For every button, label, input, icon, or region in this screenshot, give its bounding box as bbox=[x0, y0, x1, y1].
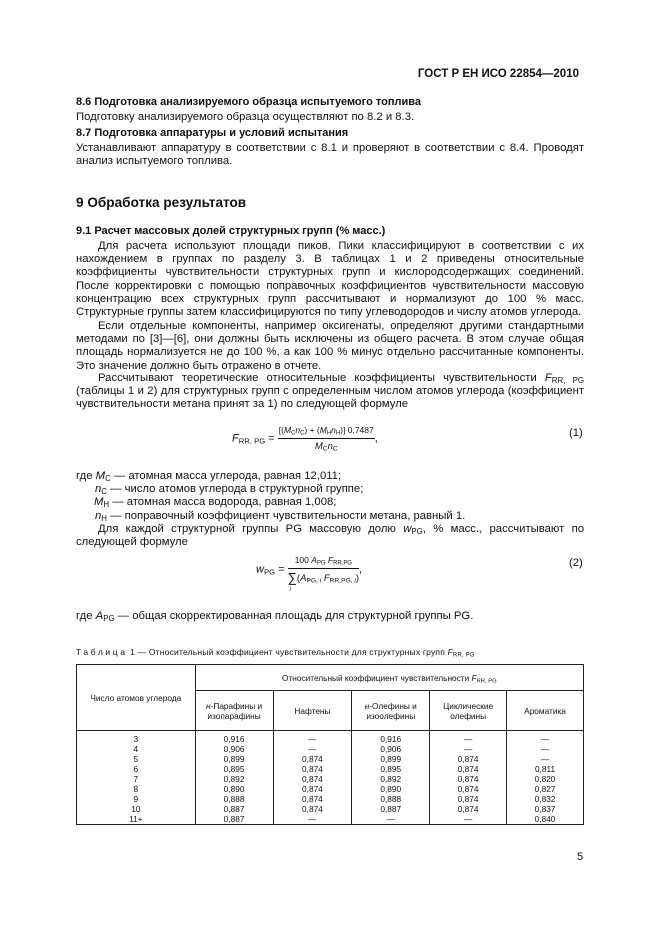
paragraph-exclusions: Если отдельные компоненты, например оксигенаты, определяют другими стандартными методами по [3]—[6], они должны быть исключены из общего расчета. В этом случае общая площадь нормализуется не до 100 %, а как 100 % минус отдельно рассчитанные компоненты. Это значение должно быть отражено в отчете. bbox=[76, 320, 584, 372]
cell-value: — bbox=[430, 814, 507, 825]
formula-1-fraction bbox=[278, 424, 375, 453]
section-9-title: 9 Обработка результатов bbox=[76, 195, 247, 210]
table-row bbox=[77, 774, 584, 784]
cell-value: 0,874 bbox=[430, 784, 507, 794]
cell-value: 0,888 bbox=[195, 794, 273, 804]
equation-1-number: (1) bbox=[569, 427, 583, 439]
cell-value: 0,874 bbox=[430, 804, 507, 814]
cell-value: 0,887 bbox=[352, 804, 430, 814]
cell-value: 0,874 bbox=[430, 794, 507, 804]
cell-carbon-number: 11+ bbox=[77, 814, 196, 825]
formula-1-numerator: $[(M_Cn_C) + (M_Hn_H)]$ 0,7487 bbox=[278, 424, 375, 439]
cell-value: 0,916 bbox=[352, 731, 430, 745]
cell-value: 0,906 bbox=[195, 744, 273, 754]
formula-1-lhs: F bbox=[232, 432, 239, 445]
table-row bbox=[77, 764, 584, 774]
table-row bbox=[77, 731, 584, 745]
table-1-caption: Таблица 1 — Относительный коэффициент чувствительности для структурных групп $F_{RR, PG}$ bbox=[76, 647, 475, 659]
section-8-6-text: Подготовку анализируемого образца осуществляют по 8.2 и 8.3. bbox=[76, 111, 415, 123]
formula-1-lhs-sub: RR, PG bbox=[238, 436, 266, 446]
header-paraffins: н-Парафины и изопарафины bbox=[195, 691, 273, 731]
cell-value: — bbox=[273, 814, 352, 825]
cell-value: 0,887 bbox=[195, 814, 273, 825]
cell-value: 0,888 bbox=[352, 794, 430, 804]
cell-carbon-number: 3 bbox=[77, 731, 196, 745]
cell-value: 0,895 bbox=[352, 764, 430, 774]
document-code: ГОСТ Р ЕН ИСО 22854—2010 bbox=[417, 68, 579, 80]
p3-text-b: (таблицы 1 и 2) для структурных групп с определенным числом атомов углерода (коэффициент чувствительности метана принят за 1) по следующей формуле bbox=[76, 385, 584, 411]
cell-value: 0,887 bbox=[195, 804, 273, 814]
paragraph-peak-areas: Для расчета используют площади пиков. Пики классифицируют в соответствии с их нахождением в группах по разделу 3. В таблицах 1 и 2 приведены относительные коэффициенты чувствительности структурных групп и кислородсодержащих соединений. После корректировки с помощью поправочных коэффициентов чувствительности массовую концентрацию всех структурных групп рассчитывают и нормализуют до 100 % масс. Структурные группы затем классифицируются по типу углеводородов и числу атомов углерода. bbox=[76, 240, 584, 319]
cell-value: 0,892 bbox=[352, 774, 430, 784]
cell-value: 0,874 bbox=[273, 774, 352, 784]
cell-value: 0,874 bbox=[430, 764, 507, 774]
header-naphthenes: Нафтены bbox=[273, 691, 352, 731]
cell-value: 0,874 bbox=[430, 754, 507, 764]
cell-value: 0,874 bbox=[430, 774, 507, 784]
cell-value: 0,832 bbox=[507, 794, 584, 804]
cell-value: — bbox=[273, 731, 352, 745]
cell-carbon-number: 4 bbox=[77, 744, 196, 754]
formula-2-fraction bbox=[287, 554, 360, 594]
cell-value: 0,890 bbox=[352, 784, 430, 794]
definition-mc: где $M_C$ — атомная масса углерода, равная 12,011; bbox=[76, 470, 342, 483]
table-1 bbox=[76, 664, 584, 825]
table-row bbox=[77, 744, 584, 754]
header-response-factor: Относительный коэффициент чувствительности $F_{RR, PG}$ bbox=[195, 665, 583, 691]
header-carbon-atoms: Число атомов углерода bbox=[77, 665, 196, 731]
section-8-6-title: 8.6 Подготовка анализируемого образца испытуемого топлива bbox=[76, 96, 421, 108]
cell-value: 0,840 bbox=[507, 814, 584, 825]
cell-carbon-number: 5 bbox=[77, 754, 196, 764]
cell-carbon-number: 7 bbox=[77, 774, 196, 784]
paragraph-theoretical-factors: Рассчитывают теоретические относительные коэффициенты чувствительности $F_{RR, PG}$ (таблицы 1 и 2) для структурных групп с определенным числом атомов углерода (коэффициент чувствительности метана принят за 1) по следующей формуле bbox=[76, 372, 584, 411]
header-olefins: н-Олефины и изоолефины bbox=[352, 691, 430, 731]
cell-carbon-number: 6 bbox=[77, 764, 196, 774]
table-row bbox=[77, 784, 584, 794]
formula-2-numerator: 100 $A_{PG}$ $F_{RR,PG}$ bbox=[288, 554, 359, 569]
definition-mh: $M_H$ — атомная масса водорода, равная 1,008; bbox=[94, 496, 337, 510]
definition-nc: $n_C$ — число атомов углерода в структурной группе; bbox=[95, 483, 364, 497]
definition-apg: где $A_{PG}$ — общая скорректированная площадь для структурной группы PG. bbox=[76, 610, 474, 623]
p3-text-a: Рассчитывают теоретические относительные коэффициенты чувствительности bbox=[98, 372, 545, 384]
section-8-7-text: Устанавливают аппаратуру в соответствии с 8.1 и проверяют в соответствии с 8.4. Проводят анализ испытуемого топлива. bbox=[76, 142, 584, 168]
cell-value: 0,820 bbox=[507, 774, 584, 784]
formula-2-denominator: ∑ i ($A_{PG, i}$ $F_{RR,PG, i}$) bbox=[287, 570, 360, 594]
formula-2: $w_{PG}$ = 100 $A_{PG}$ $F_{RR,PG}$ ∑ i ($A_{PG, i}$ $F_{RR,PG, i}$) , bbox=[256, 555, 363, 594]
table-row bbox=[77, 814, 584, 825]
table-row bbox=[77, 804, 584, 814]
table-row bbox=[77, 794, 584, 804]
cell-value: — bbox=[273, 744, 352, 754]
cell-value: 0,874 bbox=[273, 794, 352, 804]
cell-value: 0,892 bbox=[195, 774, 273, 784]
cell-value: 0,827 bbox=[507, 784, 584, 794]
formula-1: $F_{RR, PG}$ = $\frac{[(M_Cn_C) + (M_Hn_H)] 0,7487}{M_Cn_C}$ , bbox=[232, 425, 378, 453]
cell-carbon-number: 10 bbox=[77, 804, 196, 814]
cell-value: 0,895 bbox=[195, 764, 273, 774]
cell-value: 0,890 bbox=[195, 784, 273, 794]
cell-value: — bbox=[507, 744, 584, 754]
cell-value: 0,874 bbox=[273, 754, 352, 764]
cell-value: — bbox=[507, 731, 584, 745]
cell-value: — bbox=[430, 731, 507, 745]
cell-value: 0,874 bbox=[273, 804, 352, 814]
cell-value: 0,916 bbox=[195, 731, 273, 745]
cell-value: 0,899 bbox=[195, 754, 273, 764]
cell-value: 0,906 bbox=[352, 744, 430, 754]
cell-value: 0,874 bbox=[273, 764, 352, 774]
cell-carbon-number: 9 bbox=[77, 794, 196, 804]
cell-value: 0,811 bbox=[507, 764, 584, 774]
cell-value: 0,874 bbox=[273, 784, 352, 794]
paragraph-mass-fraction: Для каждой структурной группы PG массовую долю $w_{PG}$, % масс., рассчитывают по следующей формуле bbox=[76, 523, 585, 549]
definition-nh: $n_H$ — поправочный коэффициент чувствительности метана, равный 1. bbox=[95, 509, 466, 523]
page-number: 5 bbox=[577, 851, 584, 863]
formula-1-denominator: $M_Cn_C$ bbox=[314, 441, 338, 453]
cell-value: 0,899 bbox=[352, 754, 430, 764]
header-aromatics: Ароматика bbox=[507, 691, 584, 731]
section-9-1-title: 9.1 Расчет массовых долей структурных групп (% масс.) bbox=[76, 225, 386, 237]
cell-value: — bbox=[352, 814, 430, 825]
cell-value: — bbox=[430, 744, 507, 754]
section-8-7-title: 8.7 Подготовка аппаратуры и условий испытания bbox=[76, 127, 349, 139]
equation-2-number: (2) bbox=[569, 557, 583, 569]
table-row bbox=[77, 754, 584, 764]
cell-carbon-number: 8 bbox=[77, 784, 196, 794]
cell-value: 0,837 bbox=[507, 804, 584, 814]
cell-value: — bbox=[507, 754, 584, 764]
header-cyclic-olefins: Циклические олефины bbox=[430, 691, 507, 731]
formula-1-definitions bbox=[76, 470, 584, 523]
